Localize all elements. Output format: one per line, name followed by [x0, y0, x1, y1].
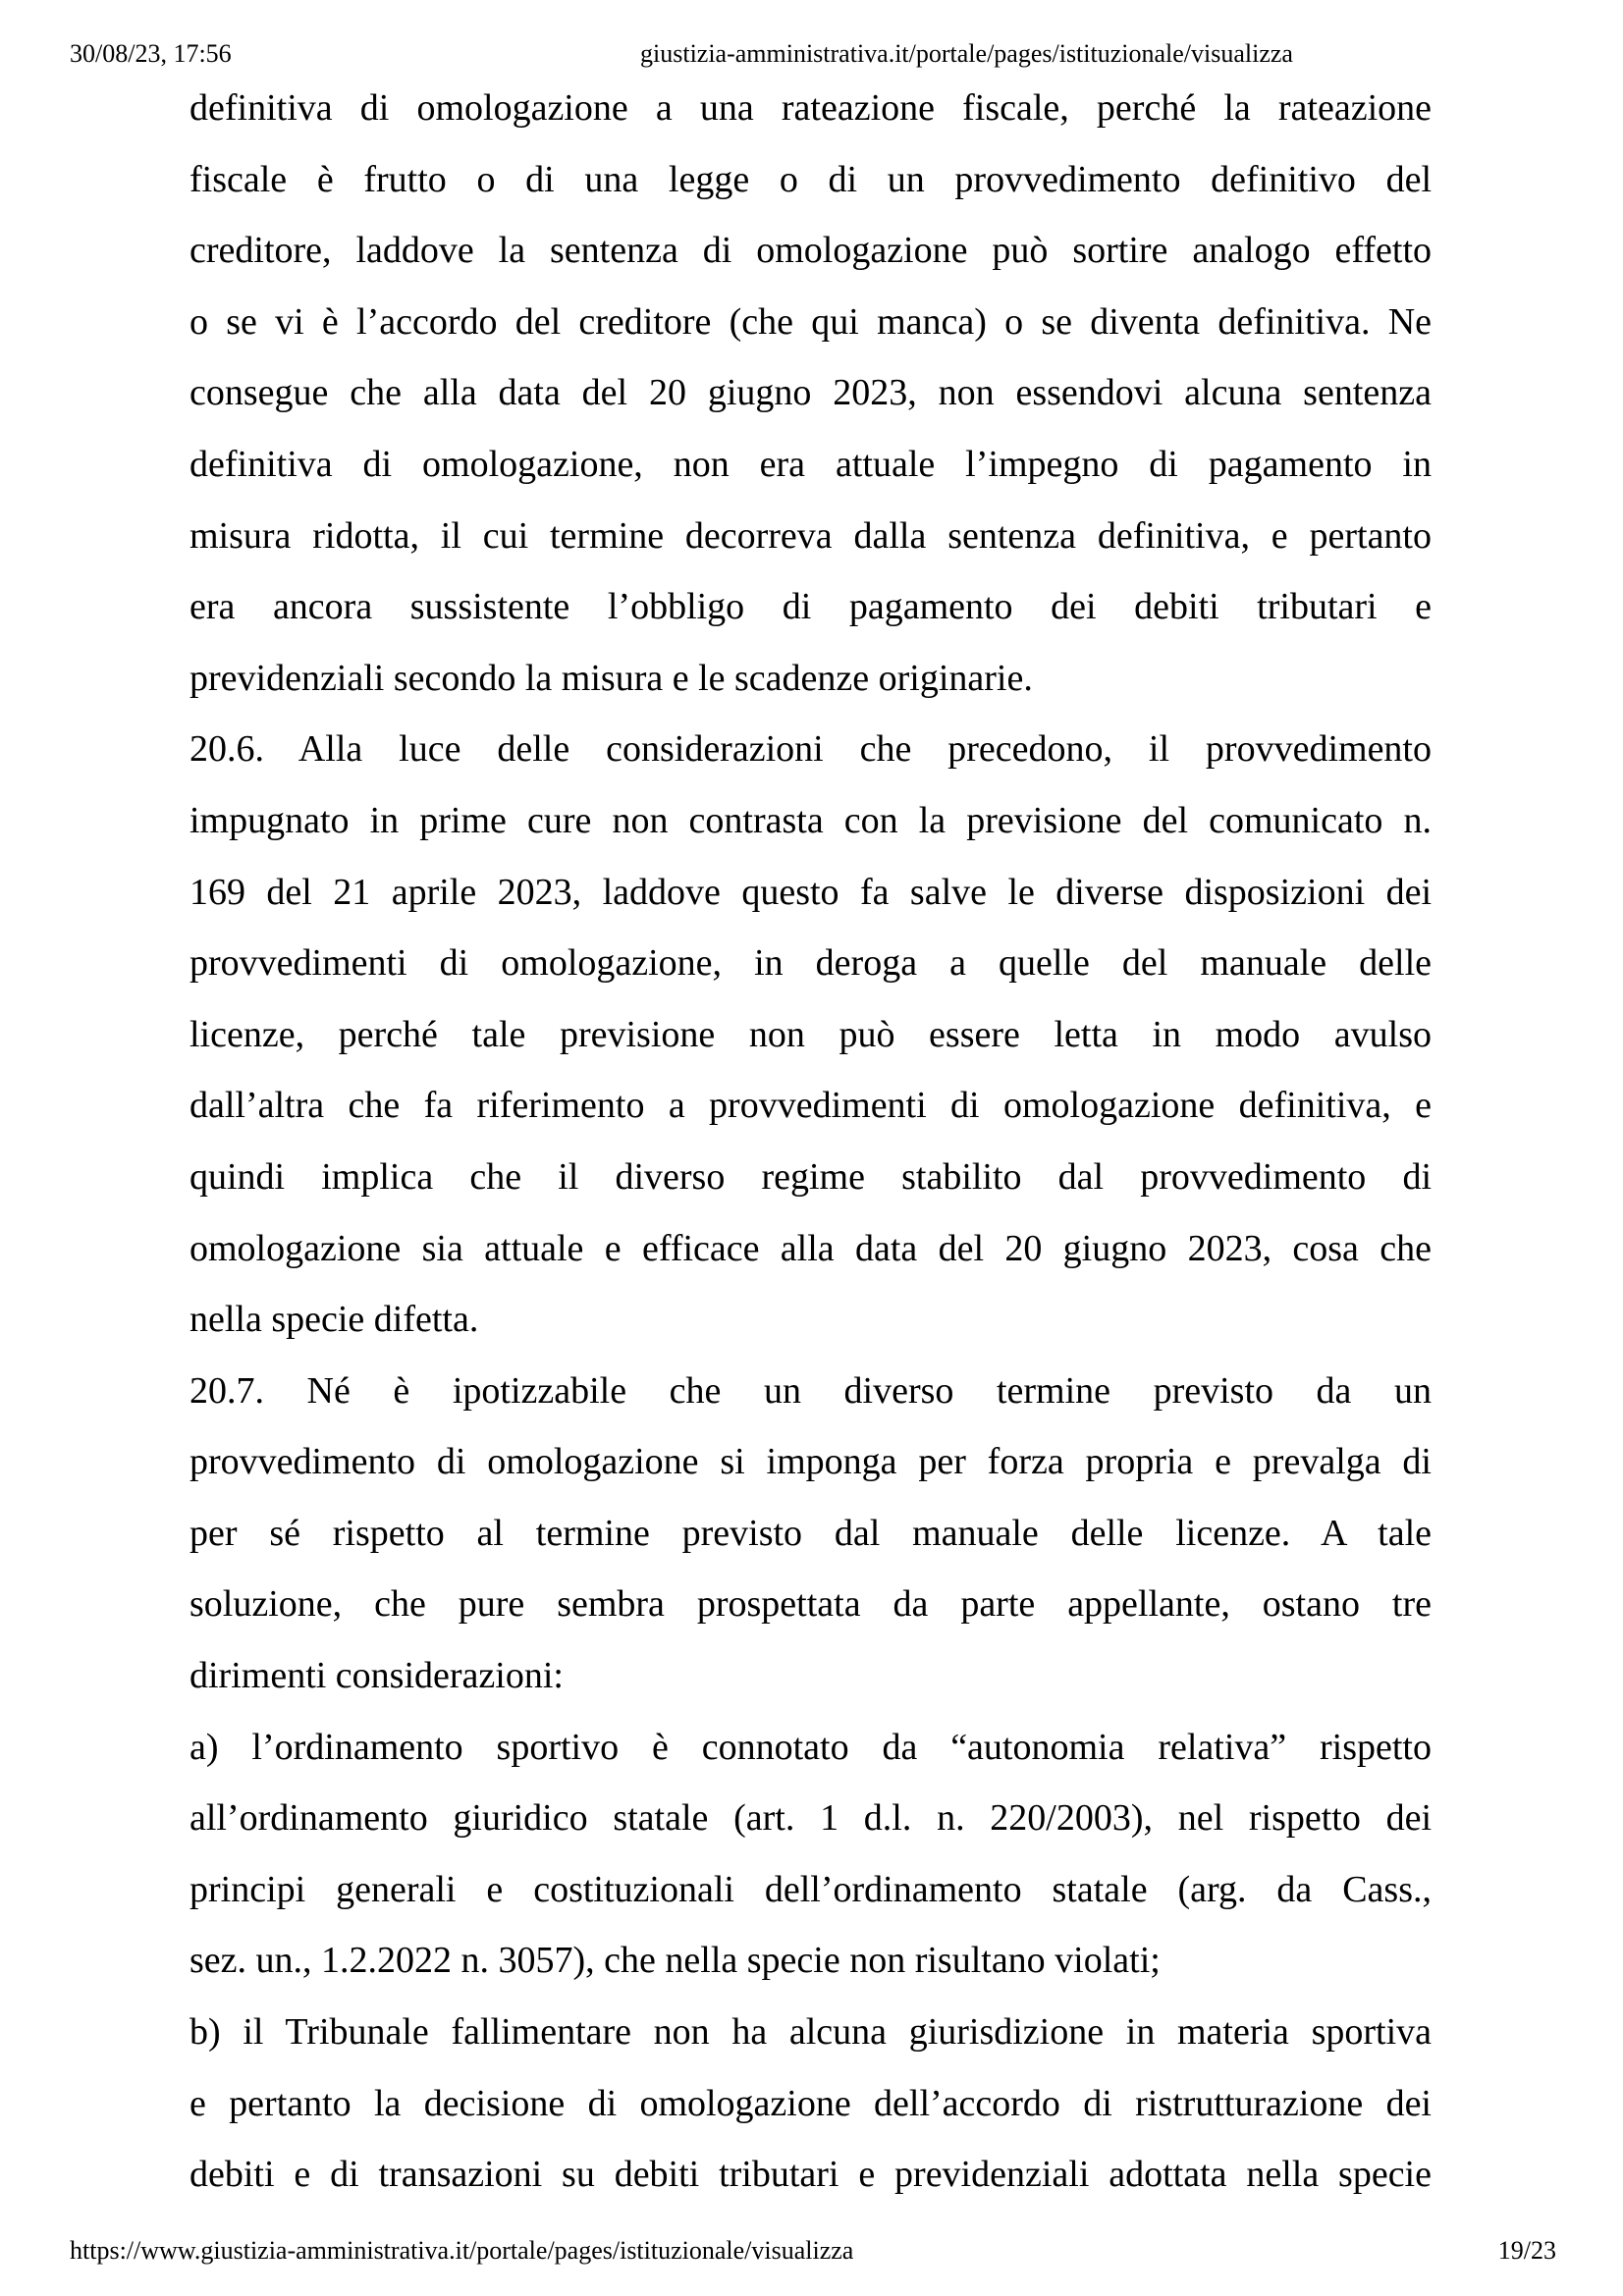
document-body: [189, 73, 1432, 2211]
document-text-line: 20.6. Alla luce delle considerazioni che precedono, il provvedimento: [189, 728, 1432, 771]
document-text-line: provvedimento di omologazione si imponga per forza propria e prevalga di: [189, 1441, 1432, 1483]
document-text-line: omologazione sia attuale e efficace alla data del 20 giugno 2023, cosa che: [189, 1227, 1432, 1269]
document-text-line: fiscale è frutto o di una legge o di un provvedimento definitivo del: [189, 158, 1432, 200]
document-text-line: debiti e di transazioni su debiti tributari e previdenziali adottata nella specie: [189, 2154, 1432, 2196]
document-text-line: consegue che alla data del 20 giugno 2023, non essendovi alcuna sentenza: [189, 372, 1432, 414]
footer-url: https://www.giustizia-amministrativa.it/portale/pages/istituzionale/visualizza: [70, 2236, 854, 2265]
document-text-line: principi generali e costituzionali dell’ordinamento statale (arg. da Cass.,: [189, 1868, 1432, 1910]
header-site-path: giustizia-amministrativa.it/portale/pages/istituzionale/visualizza: [640, 39, 1293, 68]
document-text-line: dirimenti considerazioni:: [189, 1655, 564, 1697]
document-text-line: per sé rispetto al termine previsto dal manuale delle licenze. A tale: [189, 1512, 1432, 1554]
document-text-line: previdenziali secondo la misura e le scadenze originarie.: [189, 657, 1033, 699]
document-text-line: 169 del 21 aprile 2023, laddove questo fa salve le diverse disposizioni dei: [189, 871, 1432, 913]
document-text-line: definitiva di omologazione, non era attuale l’impegno di pagamento in: [189, 443, 1432, 485]
document-text-line: sez. un., 1.2.2022 n. 3057), che nella specie non risultano violati;: [189, 1940, 1161, 1982]
document-text-line: impugnato in prime cure non contrasta con la previsione del comunicato n.: [189, 799, 1432, 841]
document-text-line: b) il Tribunale fallimentare non ha alcuna giurisdizione in materia sportiva: [189, 2011, 1432, 2054]
document-text-line: a) l’ordinamento sportivo è connotato da “autonomia relativa” rispetto: [189, 1726, 1432, 1768]
document-text-line: misura ridotta, il cui termine decorreva dalla sentenza definitiva, e pertanto: [189, 514, 1432, 557]
document-text-line: o se vi è l’accordo del creditore (che qui manca) o se diventa definitiva. Ne: [189, 300, 1432, 343]
document-text-line: 20.7. Né è ipotizzabile che un diverso termine previsto da un: [189, 1369, 1432, 1412]
document-text-line: licenze, perché tale previsione non può essere letta in modo avulso: [189, 1013, 1432, 1055]
header-datetime: 30/08/23, 17:56: [70, 39, 232, 68]
document-text-line: all’ordinamento giuridico statale (art. 1 d.l. n. 220/2003), nel rispetto dei: [189, 1797, 1432, 1840]
document-text-line: definitiva di omologazione a una rateazione fiscale, perché la rateazione: [189, 87, 1432, 129]
document-text-line: provvedimenti di omologazione, in deroga a quelle del manuale delle: [189, 942, 1432, 985]
document-text-line: era ancora sussistente l’obbligo di pagamento dei debiti tributari e: [189, 586, 1432, 628]
document-text-line: nella specie difetta.: [189, 1299, 479, 1341]
document-text-line: dall’altra che fa riferimento a provvedimenti di omologazione definitiva, e: [189, 1085, 1432, 1127]
document-text-line: creditore, laddove la sentenza di omologazione può sortire analogo effetto: [189, 230, 1432, 272]
footer-page-indicator: 19/23: [1497, 2236, 1556, 2265]
document-text-line: quindi implica che il diverso regime stabilito dal provvedimento di: [189, 1155, 1432, 1198]
document-text-line: soluzione, che pure sembra prospettata da parte appellante, ostano tre: [189, 1583, 1432, 1626]
document-text-line: e pertanto la decisione di omologazione dell’accordo di ristrutturazione dei: [189, 2082, 1432, 2124]
